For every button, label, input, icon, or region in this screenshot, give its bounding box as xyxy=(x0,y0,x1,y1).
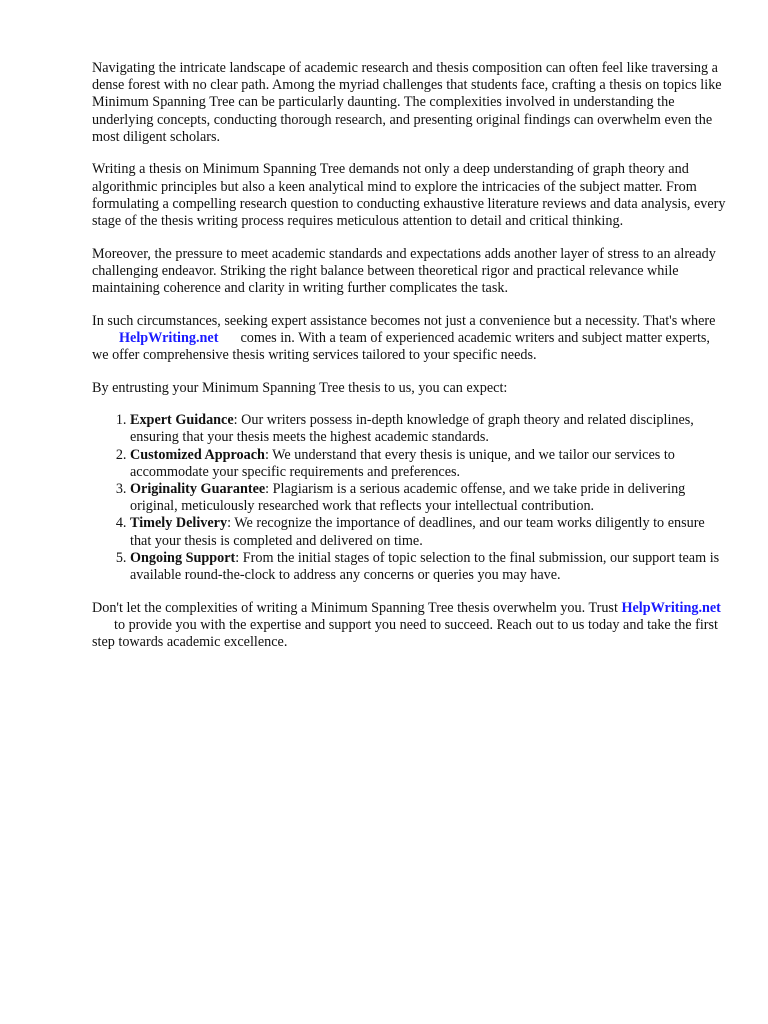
paragraph-assistance xyxy=(92,313,728,365)
list-item-text: : From the initial stages of topic selection to the final submission, our support team is available round-the-clock to address any concerns or queries you may have. xyxy=(130,549,720,584)
paragraph-closing-text-after: to provide you with the expertise and support you need to succeed. Reach out to us today and take the first step towards academic excellence. xyxy=(92,616,718,651)
paragraph-assistance-text-after: comes in. With a team of experienced academic writers and subject matter experts, we offer comprehensive thesis writing services tailored to your specific needs. xyxy=(92,329,710,364)
list-item-text: : Plagiarism is a serious academic offense, and we take pride in delivering original, meticulously researched work that reflects your intellectual contribution. xyxy=(130,481,686,515)
list-item-title: Customized Approach xyxy=(130,446,265,463)
list-item-title: Ongoing Support xyxy=(130,549,236,566)
helpwriting-link[interactable]: HelpWriting.net xyxy=(119,329,219,346)
paragraph-demands: Writing a thesis on Minimum Spanning Tree demands not only a deep understanding of graph theory and algorithmic principles but also a keen analytical mind to explore the intricacies of the subject matter. From formulating a compelling research question to conducting exhaustive literature reviews and data analysis, every stage of the thesis writing process requires meticulous attention to detail and critical thinking. xyxy=(92,161,726,230)
document-page xyxy=(92,60,728,667)
paragraph-closing-text-before: Don't let the complexities of writing a Minimum Spanning Tree thesis overwhelm you. Trust xyxy=(92,599,618,616)
paragraph-closing xyxy=(92,600,728,652)
paragraph-intro: Navigating the intricate landscape of academic research and thesis composition can often feel like traversing a dense forest with no clear path. Among the myriad challenges that students face, crafting a thesis on topics like Minimum Spanning Tree can be particularly daunting. The complexities involved in understanding the underlying concepts, conducting thorough research, and presenting original findings can overwhelm even the most diligent scholars. xyxy=(92,60,722,145)
list-item-title: Originality Guarantee xyxy=(130,481,266,498)
paragraph-expect: By entrusting your Minimum Spanning Tree thesis to us, you can expect: xyxy=(92,379,508,396)
list-item xyxy=(130,412,728,446)
paragraph-pressure: Moreover, the pressure to meet academic standards and expectations adds another layer of stress to an already challenging endeavor. Striking the right balance between theoretical rigor and practical relevance while maintaining coherence and clarity in writing further complicates the task. xyxy=(92,245,716,297)
helpwriting-link[interactable]: HelpWriting.net xyxy=(621,599,721,616)
list-item-text: : We understand that every thesis is unique, and we tailor our services to accommodate your specific requirements and preferences. xyxy=(130,446,675,480)
list-item-text: : We recognize the importance of deadlines, and our team works diligently to ensure that your thesis is completed and delivered on time. xyxy=(130,515,705,549)
benefits-list xyxy=(92,412,728,584)
list-item-title: Expert Guidance xyxy=(130,412,234,429)
list-item-text: : Our writers possess in-depth knowledge of graph theory and related disciplines, ensuring that your thesis meets the highest academic standards. xyxy=(130,412,694,446)
list-item xyxy=(130,550,728,584)
list-item xyxy=(130,515,728,549)
paragraph-assistance-text-before: In such circumstances, seeking expert assistance becomes not just a convenience but a necessity. That's where xyxy=(92,312,716,329)
list-item xyxy=(130,481,728,515)
list-item xyxy=(130,447,728,481)
list-item-title: Timely Delivery xyxy=(130,515,228,532)
